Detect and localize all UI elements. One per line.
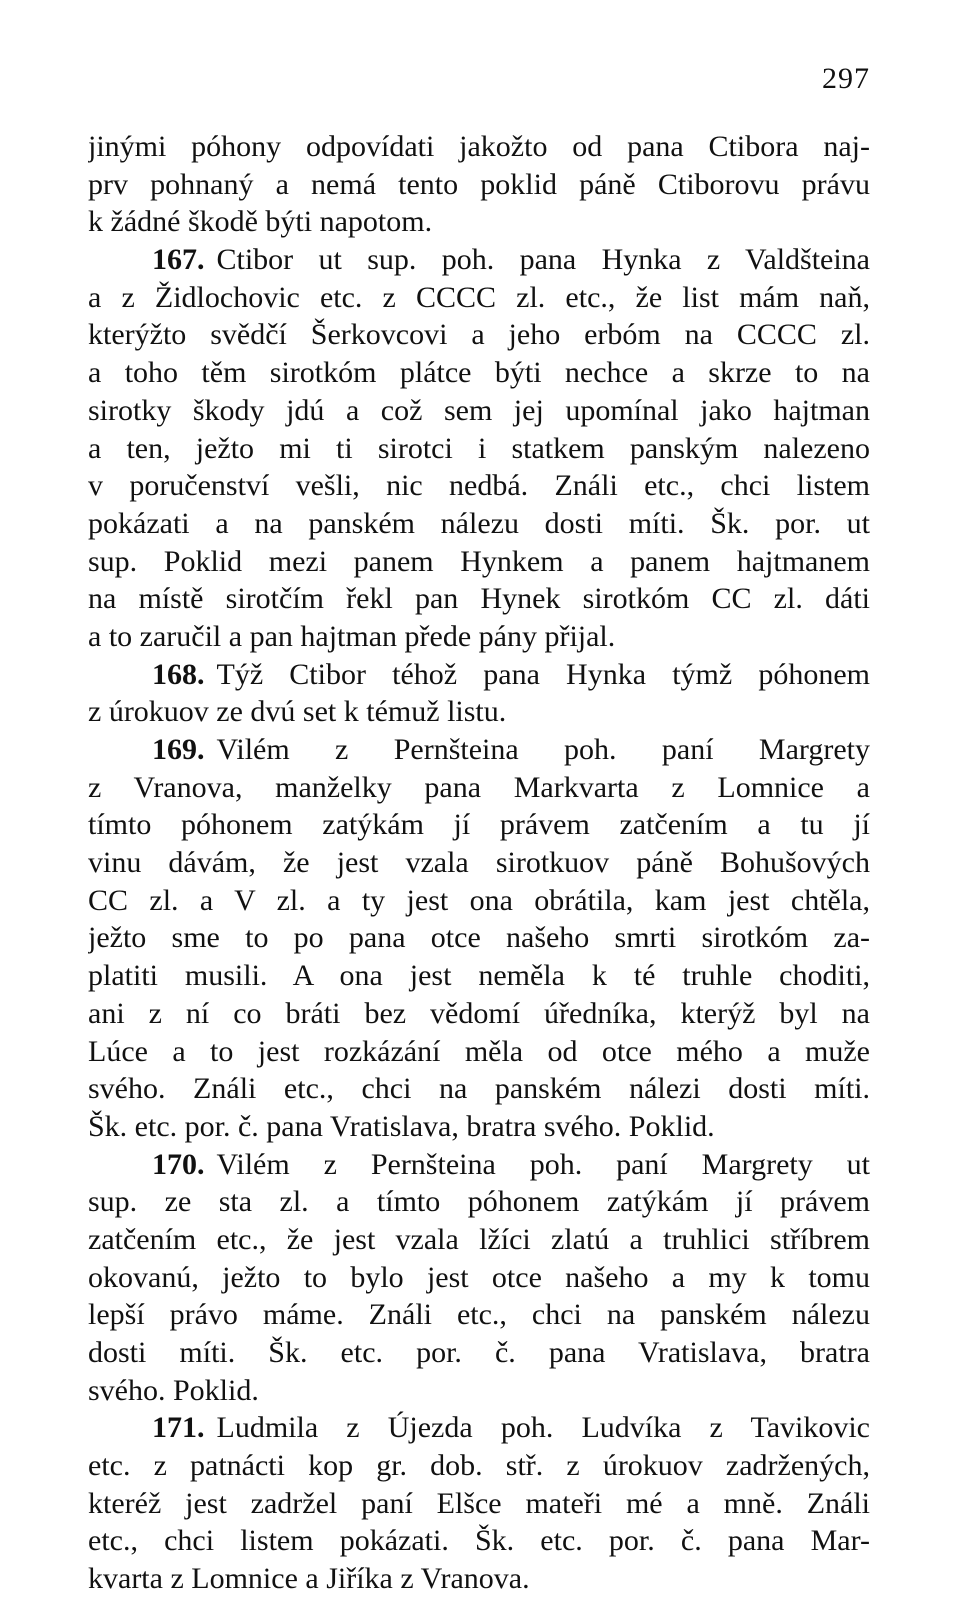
- line-text: CC zl. a V zl. a ty jest ona obrátila, kam jest chtěla,: [88, 883, 870, 917]
- text-line: [88, 1409, 870, 1447]
- text-line: [88, 731, 870, 769]
- text-line: [88, 1033, 870, 1071]
- line-text: platiti musili. A ona jest neměla k té truhle choditi,: [88, 959, 870, 993]
- text-line: [88, 1183, 870, 1221]
- line-text: sup. Poklid mezi panem Hynkem a panem hajtmanem: [88, 544, 870, 578]
- line-text: prv pohnaný a nemá tento poklid páně Ctiborovu právu: [88, 167, 870, 201]
- text-line: [88, 279, 870, 317]
- text-line: [88, 919, 870, 957]
- line-text: zatčením etc., že jest vzala lžíci zlatú a truhlici stříbrem: [88, 1222, 870, 1256]
- line-text: k žádné škodě býti napotom.: [88, 205, 433, 239]
- line-text: Ctibor ut sup. poh. pana Hynka z Valdšteina: [216, 243, 870, 277]
- line-text: v poručenství vešli, nic nedbá. Ználi etc., chci listem: [88, 469, 870, 503]
- text-line: [88, 769, 870, 807]
- line-text: jinými póhony odpovídati jakožto od pana Ctibora naj-: [88, 130, 870, 163]
- text-line: [88, 656, 870, 694]
- line-text: sup. ze sta zl. a tímto póhonem zatýkám jí právem: [88, 1185, 870, 1219]
- text-line: [88, 316, 870, 354]
- line-text: Vilém z Pernšteina poh. paní Margrety: [216, 733, 870, 766]
- text-line: [88, 1522, 870, 1560]
- line-text: Ludmila z Újezda poh. Ludvíka z Tavikovic: [216, 1411, 870, 1445]
- text-line: [88, 1372, 870, 1410]
- text-line: [88, 618, 870, 656]
- text-line: [88, 1560, 870, 1598]
- text-line: [88, 128, 870, 166]
- text-line: [88, 1146, 870, 1184]
- line-text: sirotky škody jdú a což sem jej upomínal jako hajtman: [88, 393, 870, 427]
- text-line: [88, 354, 870, 392]
- line-text: Vilém z Pernšteina poh. paní Margrety ut: [216, 1147, 870, 1181]
- entry-number: 171.: [152, 1411, 205, 1445]
- text-line: [88, 392, 870, 430]
- entry-number: 170.: [152, 1147, 205, 1181]
- line-text: z úrokuov ze dvú set k témuž listu.: [88, 695, 507, 729]
- line-text: Šk. etc. por. č. pana Vratislava, bratra svého. Poklid.: [88, 1109, 715, 1143]
- line-text: a toho těm sirotkóm plátce býti nechce a skrze to na: [88, 356, 870, 390]
- text-line: [88, 995, 870, 1033]
- line-text: etc. z patnácti kop gr. dob. stř. z úrokuov zadržených,: [88, 1449, 870, 1483]
- line-text: a to zaručil a pan hajtman přede pány přijal.: [88, 619, 616, 653]
- text-line: [88, 1485, 870, 1523]
- text-line: [88, 1259, 870, 1297]
- text-line: [88, 430, 870, 468]
- line-text: lepší právo máme. Ználi etc., chci na panském nálezu: [88, 1298, 870, 1332]
- text-line: [88, 580, 870, 618]
- line-text: okovanú, ježto to bylo jest otce našeho a my k tomu: [88, 1260, 870, 1294]
- line-text: etc., chci listem pokázati. Šk. etc. por. č. pana Mar-: [88, 1524, 870, 1558]
- body-text: [88, 128, 870, 1598]
- text-line: [88, 467, 870, 505]
- line-text: ježto sme to po pana otce našeho smrti sirotkóm za-: [88, 921, 870, 955]
- text-line: [88, 1447, 870, 1485]
- text-line: [88, 806, 870, 844]
- line-text: tímto póhonem zatýkám jí právem zatčením a tu jí: [88, 808, 870, 842]
- line-text: Lúce a to jest rozkázání měla od otce mého a muže: [88, 1034, 870, 1068]
- text-line: [88, 844, 870, 882]
- line-text: kteréž jest zadržel paní Elšce mateři mé a mně. Ználi: [88, 1486, 870, 1520]
- text-line: [88, 1296, 870, 1334]
- line-text: svého. Ználi etc., chci na panském nálezi dosti míti.: [88, 1072, 870, 1106]
- text-line: [88, 1108, 870, 1146]
- line-text: a ten, ježto mi ti sirotci i statkem panským nalezeno: [88, 431, 870, 465]
- text-line: [88, 1221, 870, 1259]
- text-line: [88, 693, 870, 731]
- line-text: ani z ní co bráti bez vědomí úředníka, kterýž byl na: [88, 996, 870, 1030]
- text-line: [88, 957, 870, 995]
- text-line: [88, 543, 870, 581]
- text-line: [88, 1070, 870, 1108]
- page-number: 297: [822, 62, 870, 95]
- line-text: z Vranova, manželky pana Markvarta z Lomnice a: [88, 770, 870, 804]
- text-line: [88, 203, 870, 241]
- text-line: [88, 241, 870, 279]
- entry-number: 169.: [152, 733, 205, 766]
- text-line: [88, 882, 870, 920]
- entry-number: 167.: [152, 243, 205, 277]
- entry-number: 168.: [152, 657, 205, 691]
- text-line: [88, 166, 870, 204]
- line-text: kterýžto svědčí Šerkovcovi a jeho erbóm na CCCC zl.: [88, 318, 870, 352]
- text-line: [88, 1334, 870, 1372]
- line-text: a z Židlochovic etc. z CCCC zl. etc., že list mám naň,: [88, 280, 870, 314]
- line-text: Týž Ctibor téhož pana Hynka týmž póhonem: [216, 657, 870, 691]
- line-text: svého. Poklid.: [88, 1373, 259, 1407]
- text-line: [88, 505, 870, 543]
- line-text: pokázati a na panském nálezu dosti míti. Šk. por. ut: [88, 506, 870, 540]
- line-text: dosti míti. Šk. etc. por. č. pana Vratislava, bratra: [88, 1336, 870, 1369]
- line-text: na místě sirotčím řekl pan Hynek sirotkóm CC zl. dáti: [88, 582, 870, 616]
- line-text: kvarta z Lomnice a Jiříka z Vranova.: [88, 1562, 530, 1596]
- line-text: vinu dávám, že jest vzala sirotkuov páně Bohušových: [88, 846, 870, 880]
